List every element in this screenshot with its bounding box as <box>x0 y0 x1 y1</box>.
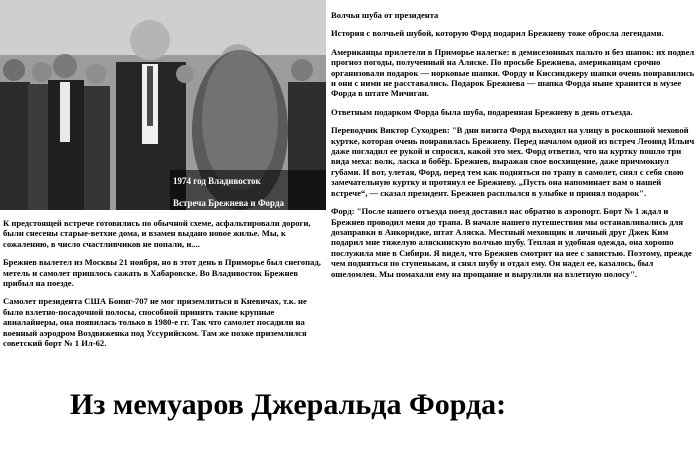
right-paragraph: История с волчьей шубой, которую Форд подарил Брежневу тоже обросла легендами. <box>331 28 664 39</box>
left-column <box>3 218 325 356</box>
right-column <box>331 10 696 287</box>
memoirs-heading: Из мемуаров Джеральда Форда: <box>70 388 507 421</box>
photo-caption-year: 1974 год Владивосток <box>173 176 261 186</box>
article-title: Волчья шуба от президента <box>331 10 439 20</box>
left-paragraph: К предстоящей встрече готовились по обычной схеме, асфальтировали дороги, были снесены старые-ветхие дома, и взамен выдано новое жилье. Мы, к сожалению, в число счастливчиков не попали, и.... <box>3 218 311 249</box>
left-paragraph: Самолет президента США Боинг-707 не мог приземлиться в Кневичах, т.к. не было взлетно-посадочной полосы, способной принять такие крупные авиалайнеры, она появилась только в 1980-е гг. Так что самолет посадили на военный аэродром Воздвиженка под Уссурийском. Там же позже приземлился советский борт № 1 Ил-62. <box>3 296 307 349</box>
photo-caption-title: Встреча Брежнева и Форда <box>173 198 285 208</box>
right-paragraph: Форд: "После нашего отъезда поезд доставил нас обратно в аэропорт. Борт № 1 ждал и Брежнев проводил меня до трапа. В начале нашего путешествия мы останавливались для дозаправки в Анкоридже, штат Аляска. Местный меховщик и личный друг Джек Ким подарил мне тяжелую аляскинскую волчью шубу. Теплая и удобная одежда, она хорошо послужила мне в Сибири. Я видел, что Брежнев смотрит на нее с завистью. Поэтому, прежде чем подняться по ступенькам, я снял шубу и отдал ему. Он надел ее, казалось, был ошеломлен. Мы помахали ему на прощание и вырулили на взлетную полосу". <box>331 206 692 279</box>
meeting-photo <box>0 0 326 210</box>
left-paragraph: Брежнев вылетел из Москвы 21 ноября, но в этот день в Приморье был снегопад, метель и самолет пришлось сажать в Хабаровске. Во Владивосток Брежнев прибыл на поезде. <box>3 257 321 289</box>
right-paragraph: Американцы прилетели в Приморье налегке: в демисезонных пальто и без шапок: их подвел прогноз погоды, полученный на Аляске. По просьбе Брежнева, американцам срочно организовали подарок — норковые шапки. Форду и Киссинджеру шапки очень понравились и они с ними не расставались. Подарок Брежнева — шапка Форда ныне хранится в музее Форда в штате Мичиган. <box>331 46 695 99</box>
right-paragraph: Ответным подарком Форда была шуба, подаренная Брежневу в день отъезда. <box>331 106 633 117</box>
right-paragraph: Переводчик Виктор Суходрев: "В дни визита Форд выходил на улицу в роскошной меховой куртке, которая очень понравилась Брежневу. Перед началом одной из встреч Леонид Ильич даже погладил ее рукой и спросил, какой это мех. Форд ответил, что на куртку пошло три вида меха: волк, ласка и бобёр. Брежнев, выражая свое восхищение, даже причмокнул губами. И вот, улетая, Форд, перед тем как подняться по трапу в самолет, снял с себя свою замечательную куртку и протянул ее Брежневу. „Пусть она напоминает вам о нашей встрече“, — сказал президент. Брежнев расплылся в улыбке и принял подарок". <box>331 125 695 198</box>
